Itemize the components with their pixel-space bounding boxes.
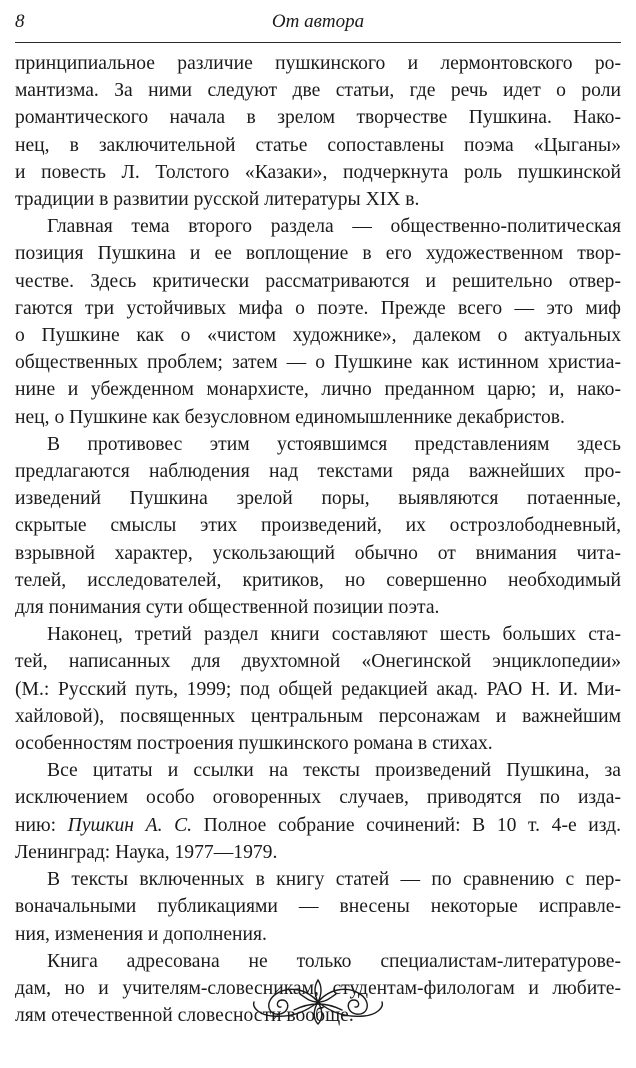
text-line: о Пушкине как о «чистом художнике», далеком о актуальных: [15, 325, 621, 347]
text-line: общественных проблем; затем — о Пушкине как истинном христиа-: [15, 352, 621, 374]
page-number: 8: [15, 11, 25, 32]
text-line: мантизма. За ними следуют две статьи, где речь идет о роли: [15, 80, 621, 102]
text-line: нец, о Пушкине как безусловном единомышленнике декабристов.: [15, 406, 565, 428]
text-line: Все цитаты и ссылки на тексты произведений Пушкина, за: [47, 760, 621, 782]
citation-lead: нию:: [15, 814, 68, 836]
paragraph-2: [15, 213, 621, 431]
text-line: лям отечественной словесности вообще.: [15, 1005, 354, 1027]
paragraph-4: [15, 621, 621, 757]
running-head: [0, 0, 636, 44]
text-line: честве. Здесь критически рассматриваются и решительно отвер-: [15, 270, 621, 292]
text-line: (М.: Русский путь, 1999; под общей редакцией акад. РАО Н. И. Ми-: [15, 678, 621, 700]
text-line: тей, написанных для двухтомной «Онегинской энциклопедии»: [15, 651, 621, 673]
text-line: особенностям построения пушкинского романа в стихах.: [15, 733, 493, 755]
text-line: романтического начала в зрелом творчестве Пушкина. Нако-: [15, 107, 621, 129]
text-line: принципиальное различие пушкинского и лермонтовского ро-: [15, 53, 621, 74]
text-line: скрытые смыслы этих произведений, их острозлободневный,: [15, 515, 621, 537]
text-line: позиция Пушкина и ее воплощение в его художественном твор-: [15, 243, 621, 265]
text-line: для понимания сути общественной позиции поэта.: [15, 597, 440, 619]
paragraph-5: [15, 757, 621, 866]
section-title: От автора: [271, 11, 365, 32]
text-line: Книга адресована не только специалистам-литературове-: [47, 950, 621, 972]
citation-author: Пушкин А. С.: [67, 814, 193, 836]
paragraph-6: [15, 866, 621, 948]
text-line: дам, но и учителям-словесникам, студентам-филологам и любите-: [15, 977, 621, 999]
text-line: Главная тема второго раздела — общественно-политическая: [47, 216, 621, 238]
paragraph-1: [15, 50, 621, 213]
text-line: Наконец, третий раздел книги составляют шесть больших ста-: [47, 624, 621, 646]
text-line: предлагаются наблюдения над текстами ряда важнейших про-: [15, 461, 621, 483]
text-line: нец, в заключительной статье сопоставлены поэма «Цыганы»: [15, 134, 621, 156]
text-line: исключением особо оговоренных случаев, приводятся по изда-: [15, 787, 621, 809]
text-line: В тексты включенных в книгу статей — по сравнению с пер-: [47, 869, 621, 891]
header-rule: [15, 42, 621, 43]
text-line: ния, изменения и дополнения.: [15, 923, 267, 945]
text-line: Ленинград: Наука, 1977—1979.: [15, 841, 278, 863]
citation-title: Полное собрание сочинений: В 10 т. 4-е изд.: [192, 814, 621, 836]
text-line: взрывной характер, ускользающий обычно от внимания чита-: [15, 542, 621, 564]
text-line: телей, исследователей, критиков, но совершенно необходимый: [15, 569, 621, 591]
text-line: В противовес этим устоявшимся представлениям здесь: [47, 433, 621, 455]
text-line: гаются три устойчивых мифа о поэте. Прежде всего — это миф: [15, 297, 621, 319]
text-line: нине и убежденном монархисте, лично преданном царю; и, нако-: [15, 379, 621, 401]
text-line: хайловой), посвященных центральным персонажам и важнейшим: [15, 705, 621, 727]
flourish-ornament-icon: [248, 972, 388, 1028]
text-line: изведений Пушкина зрелой поры, выявляются потаенные,: [15, 488, 621, 510]
body-text: [15, 50, 621, 1029]
text-line-citation: [15, 812, 621, 839]
text-line: воначальными публикациями — внесены некоторые исправле-: [15, 896, 621, 918]
text-line: традиции в развитии русской литературы XIX в.: [15, 189, 420, 211]
text-line: и повесть Л. Толстого «Казаки», подчеркнута роль пушкинской: [15, 161, 621, 183]
paragraph-3: [15, 431, 621, 621]
